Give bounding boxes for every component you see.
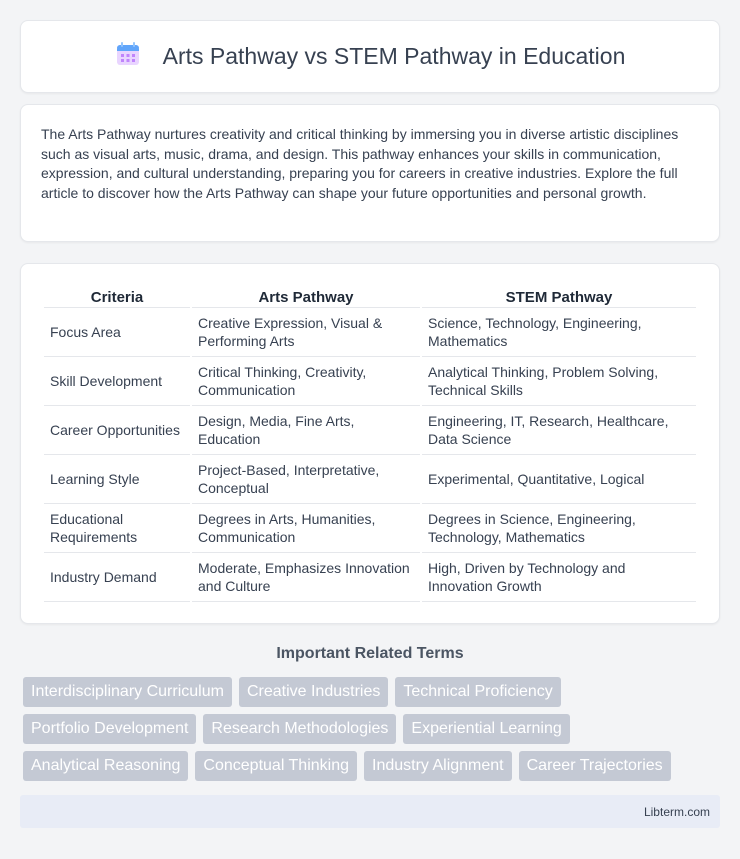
cell-criteria: Learning Style — [44, 455, 190, 504]
cell-arts: Project-Based, Interpretative, Conceptual — [192, 455, 420, 504]
tag-experiential-learning[interactable]: Experiential Learning — [403, 714, 569, 744]
cell-stem: Engineering, IT, Research, Healthcare, Data Science — [422, 406, 696, 455]
table-header-row — [44, 284, 696, 308]
cell-stem: Degrees in Science, Engineering, Technology, Mathematics — [422, 504, 696, 553]
column-header-stem: STEM Pathway — [422, 284, 696, 308]
tag-career-trajectories[interactable]: Career Trajectories — [519, 751, 671, 781]
table-row — [44, 455, 696, 504]
cell-arts: Design, Media, Fine Arts, Education — [192, 406, 420, 455]
table-row — [44, 406, 696, 455]
intro-text: The Arts Pathway nurtures creativity and critical thinking by immersing you in diverse artistic disciplines such as visual arts, music, drama, and design. This pathway enhances your skills in communication, expression, and cultural understanding, preparing you for careers in creative industries. Explore the full article to discover how the Arts Pathway can shape your future opportunities and personal growth. — [41, 126, 679, 201]
table-row — [44, 504, 696, 553]
tag-portfolio-development[interactable]: Portfolio Development — [23, 714, 196, 744]
tag-technical-proficiency[interactable]: Technical Proficiency — [395, 677, 560, 707]
cell-criteria: Career Opportunities — [44, 406, 190, 455]
tag-conceptual-thinking[interactable]: Conceptual Thinking — [195, 751, 357, 781]
tag-interdisciplinary-curriculum[interactable]: Interdisciplinary Curriculum — [23, 677, 232, 707]
intro-card — [20, 104, 720, 242]
cell-arts: Critical Thinking, Creativity, Communication — [192, 357, 420, 406]
table-row — [44, 357, 696, 406]
comparison-table-card — [20, 263, 720, 624]
cell-stem: Science, Technology, Engineering, Mathematics — [422, 308, 696, 357]
tag-analytical-reasoning[interactable]: Analytical Reasoning — [23, 751, 188, 781]
cell-criteria: Focus Area — [44, 308, 190, 357]
header-card — [20, 20, 720, 93]
cell-stem: Analytical Thinking, Problem Solving, Technical Skills — [422, 357, 696, 406]
cell-arts: Moderate, Emphasizes Innovation and Culture — [192, 553, 420, 602]
tag-creative-industries[interactable]: Creative Industries — [239, 677, 388, 707]
cell-arts: Creative Expression, Visual & Performing Arts — [192, 308, 420, 357]
footer — [20, 795, 720, 828]
column-header-arts: Arts Pathway — [192, 284, 420, 308]
comparison-table — [42, 284, 698, 602]
cell-criteria: Skill Development — [44, 357, 190, 406]
cell-arts: Degrees in Arts, Humanities, Communication — [192, 504, 420, 553]
table-row — [44, 553, 696, 602]
tag-research-methodologies[interactable]: Research Methodologies — [203, 714, 396, 744]
cell-stem: Experimental, Quantitative, Logical — [422, 455, 696, 504]
header — [115, 41, 626, 72]
page-title: Arts Pathway vs STEM Pathway in Education — [162, 43, 626, 69]
cell-criteria: Industry Demand — [44, 553, 190, 602]
calendar-icon — [115, 41, 141, 72]
related-terms-list — [23, 677, 723, 781]
column-header-criteria: Criteria — [44, 284, 190, 308]
table-row — [44, 308, 696, 357]
cell-stem: High, Driven by Technology and Innovation Growth — [422, 553, 696, 602]
cell-criteria: Educational Requirements — [44, 504, 190, 553]
tag-industry-alignment[interactable]: Industry Alignment — [364, 751, 512, 781]
footer-brand-link[interactable]: Libterm.com — [643, 804, 710, 819]
related-terms-heading: Important Related Terms — [276, 645, 464, 662]
